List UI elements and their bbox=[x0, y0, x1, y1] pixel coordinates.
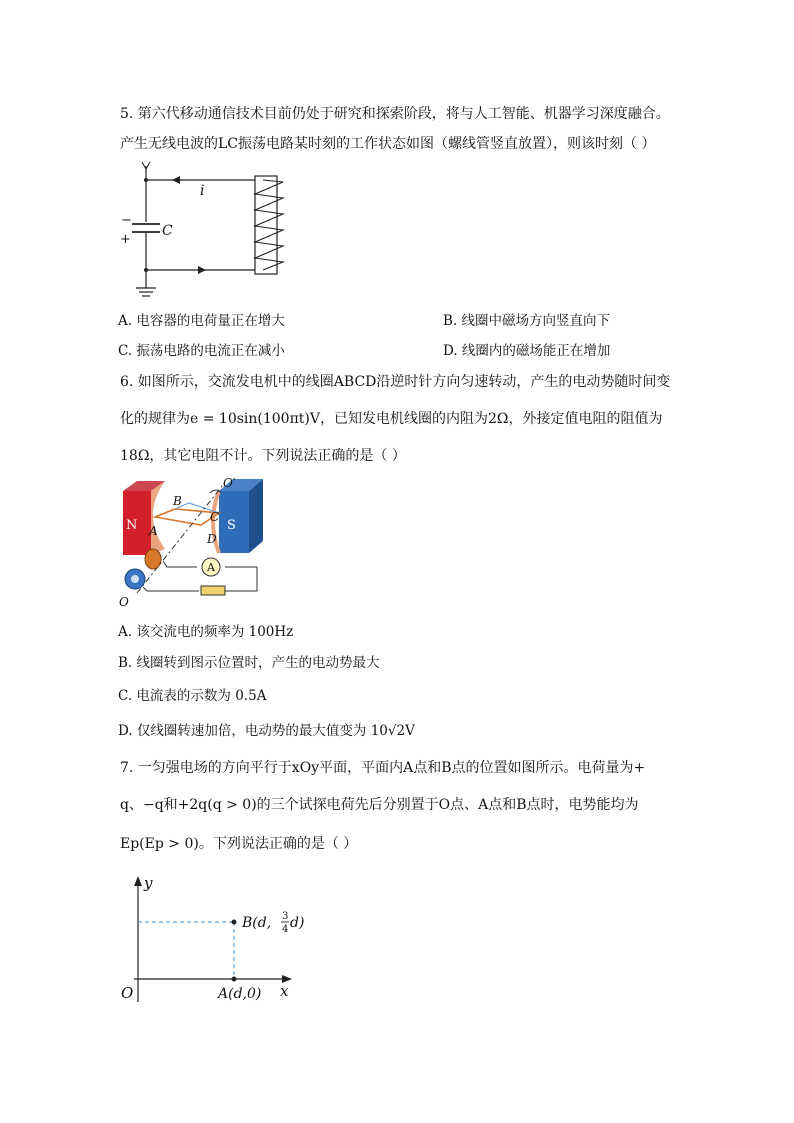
q6-option-b: B. 线圈转到图示位置时，产生的电动势最大 bbox=[118, 655, 380, 671]
q5-option-c: C. 振荡电路的电流正在减小 bbox=[118, 343, 285, 359]
current-arrow-top bbox=[172, 176, 180, 184]
q5-option-b: B. 线圈中磁场方向竖直向下 bbox=[443, 313, 611, 329]
point-b-label-tail: d) bbox=[290, 915, 305, 931]
y-axis-arrow bbox=[134, 876, 142, 886]
generator-figure bbox=[115, 475, 265, 610]
label-o-prime: O′ bbox=[223, 476, 236, 490]
current-arrow-bottom bbox=[198, 266, 206, 274]
point-b-label: B(d, bbox=[242, 915, 272, 931]
q6-option-d: D. 仅线圈转速加倍，电动势的最大值变为 10√2V bbox=[118, 723, 415, 739]
lc-circuit-figure bbox=[118, 160, 298, 305]
ammeter-label: A bbox=[207, 561, 215, 574]
q5-option-a: A. 电容器的电荷量正在增大 bbox=[118, 313, 285, 329]
label-d: D bbox=[207, 532, 217, 546]
q7-line-3: Ep(Ep > 0)。下列说法正确的是（ ） bbox=[120, 836, 358, 852]
cap-minus-sign: − bbox=[121, 213, 132, 228]
resistor bbox=[201, 586, 225, 595]
slip-ring-1 bbox=[145, 549, 161, 569]
capacitor-label: C bbox=[162, 223, 173, 239]
q6-line-3: 18Ω，其它电阻不计。下列说法正确的是（ ） bbox=[120, 448, 406, 464]
label-a: A bbox=[149, 524, 158, 538]
q6-option-a: A. 该交流电的频率为 100Hz bbox=[118, 624, 294, 640]
q6-line-1: 6. 如图所示，交流发电机中的线圈ABCD沿逆时针方向匀速转动，产生的电动势随时间变 bbox=[120, 374, 671, 390]
point-a bbox=[232, 977, 237, 982]
q5-line-2: 产生无线电波的LC振荡电路某时刻的工作状态如图（螺线管竖直放置），则该时刻（ ） bbox=[120, 136, 656, 152]
label-c: C bbox=[210, 510, 220, 524]
label-b: B bbox=[173, 494, 182, 508]
xoy-figure bbox=[118, 872, 318, 1007]
q6-option-c: C. 电流表的示数为 0.5A bbox=[118, 688, 267, 704]
magnet-s-label: S bbox=[227, 518, 236, 533]
cap-plus-sign: + bbox=[120, 232, 131, 247]
current-label: i bbox=[200, 183, 205, 199]
point-b bbox=[232, 920, 237, 925]
external-wire bbox=[143, 561, 257, 591]
q5-option-d: D. 线圈内的磁场能正在增加 bbox=[443, 343, 611, 359]
slip-ring-2-hub bbox=[131, 575, 139, 583]
magnet-s-side bbox=[249, 479, 263, 553]
x-axis-label: x bbox=[280, 982, 289, 1000]
point-b-frac-den: 4 bbox=[282, 924, 289, 935]
y-axis-label: y bbox=[144, 874, 153, 892]
q7-line-1: 7. 一匀强电场的方向平行于xOy平面，平面内A点和B点的位置如图所示。电荷量为+ bbox=[120, 760, 646, 776]
q6-line-2: 化的规律为e = 10sin(100πt)V，已知发电机线圈的内阻为2Ω，外接定值电阻的阻值为 bbox=[120, 411, 663, 427]
point-a-label: A(d,0) bbox=[218, 986, 262, 1002]
q5-line-1: 5. 第六代移动通信技术目前仍处于研究和探索阶段，将与人工智能、机器学习深度融合。 bbox=[120, 106, 670, 122]
magnet-n-label: N bbox=[126, 518, 138, 533]
origin-label: O bbox=[121, 984, 134, 1002]
label-o: O bbox=[119, 595, 129, 609]
q7-line-2: q、−q和+2q(q > 0)的三个试探电荷先后分别置于O点、A点和B点时，电势能均为 bbox=[120, 797, 639, 813]
point-b-frac-num: 3 bbox=[282, 911, 289, 922]
